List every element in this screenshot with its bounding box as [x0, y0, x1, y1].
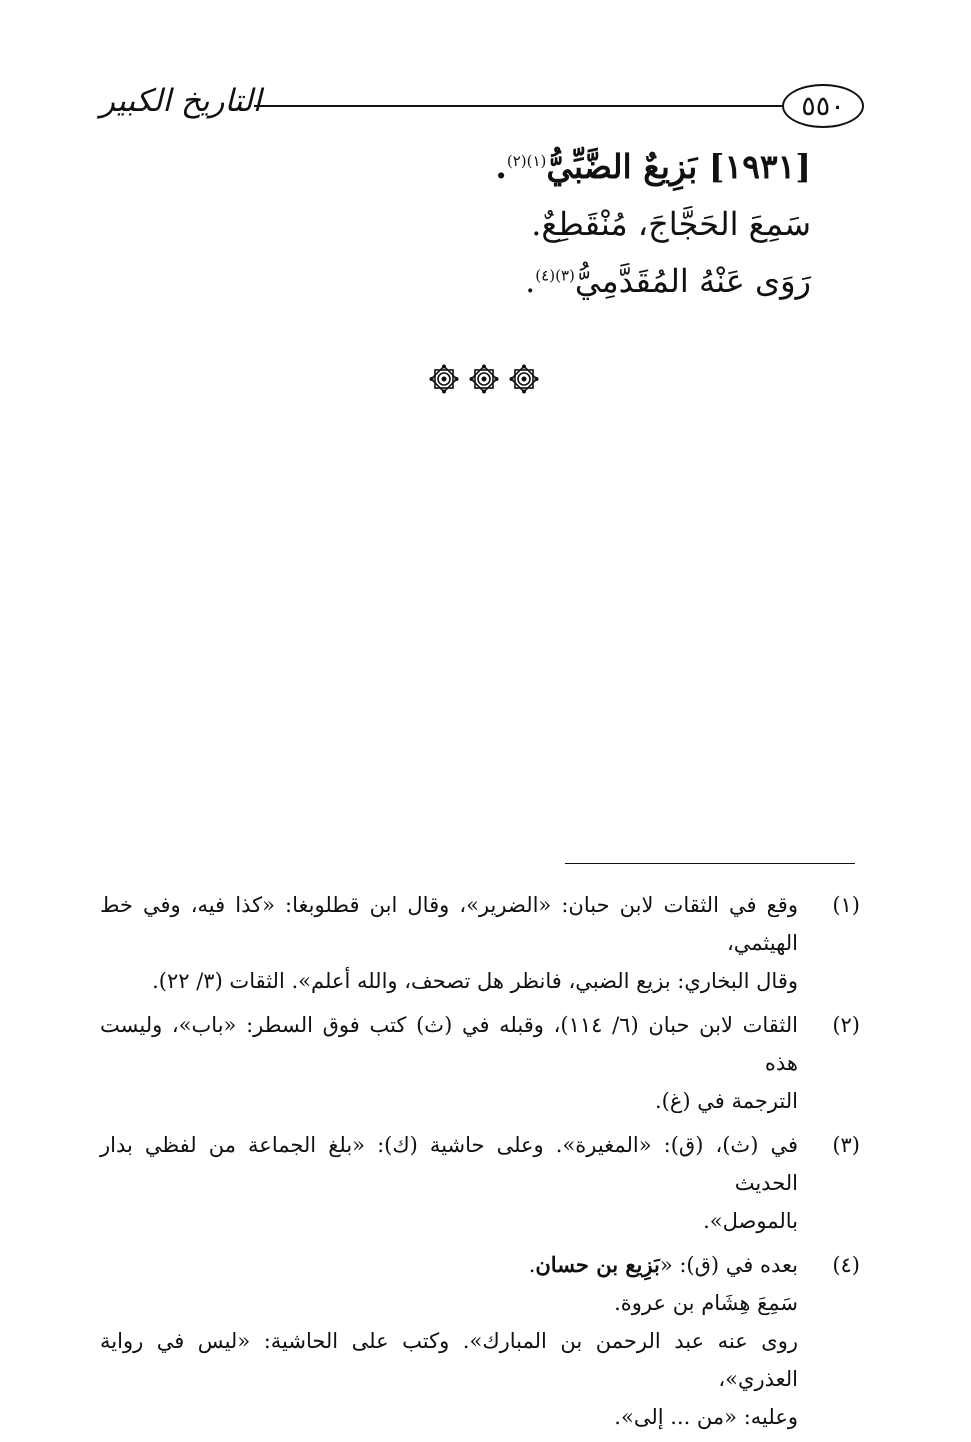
footnote-bold-name: بَزِيع بن حسان: [535, 1252, 660, 1277]
footnote-line: وقع في الثقات لابن حبان: «الضرير»، وقال ابن قطلوبغا: «كذا فيه، وفي خط الهيثمي،: [100, 893, 798, 955]
entry-bracket-close: ]: [708, 147, 725, 186]
star-flower-ornament-icon: [428, 363, 460, 395]
entry-heading-end: .: [495, 147, 507, 186]
entry-number: ١٩٣١: [724, 147, 796, 186]
footnote-2: [100, 1006, 860, 1120]
footnote-line: وقال البخاري: بزيع الضبي، فانظر هل تصحف، والله أعلم». الثقات (٣/ ٢٢).: [152, 969, 798, 993]
footnote-3: [100, 1126, 860, 1240]
entry-bracket-open: [: [795, 147, 811, 186]
footnote-number: (٢): [832, 1013, 860, 1037]
footnote-line: في (ث)، (ق): «المغيرة». وعلى حاشية (ك): «بلغ الجماعة من لفظي بدار الحديث: [100, 1133, 798, 1195]
footnote-1: [100, 886, 860, 1000]
footnotes: [100, 886, 860, 1442]
book-title: التاريخ الكبير: [100, 83, 262, 119]
footnote-line: سَمِعَ هِشَام بن عروة.: [614, 1291, 798, 1315]
entry-name: بَزِيعٌ الضَّبِّيُّ: [546, 147, 698, 186]
footnote-number: (٤): [832, 1253, 860, 1277]
entry-line-footnote-refs: (٣)(٤): [535, 266, 575, 285]
entry-line-narrated-text: رَوَى عَنْهُ المُقَدَّمِيُّ: [574, 262, 811, 300]
footnote-line: الترجمة في (غ).: [654, 1089, 798, 1113]
page-number: ٥٥٠: [782, 84, 864, 128]
footnote-text: بعده في (ق): «: [659, 1253, 798, 1277]
footnote-line: الثقات لابن حبان (٦/ ١١٤)، وقبله في (ث) كتب فوق السطر: «باب»، وليست هذه: [100, 1013, 798, 1075]
footnote-line: [100, 1246, 798, 1284]
footnote-number: (١): [832, 893, 860, 917]
section-divider-ornaments: [428, 362, 540, 396]
entry-footnote-refs: (١)(٢): [506, 152, 547, 170]
footnote-4: [100, 1246, 860, 1436]
header-rule: [254, 105, 784, 107]
entry-line-end: .: [525, 262, 536, 300]
star-flower-ornament-icon: [468, 363, 500, 395]
entry-line-heard: سَمِعَ الحَجَّاجَ، مُنْقَطِعٌ.: [531, 205, 811, 243]
star-flower-ornament-icon: [508, 363, 540, 395]
footnote-text: .: [528, 1253, 536, 1277]
entry-line-narrated: [171, 263, 811, 300]
footnote-number: (٣): [832, 1133, 860, 1157]
footnote-line: روى عنه عبد الرحمن بن المبارك». وكتب على الحاشية: «ليس في رواية العذري»،: [100, 1329, 798, 1391]
footnote-separator: [565, 863, 855, 864]
footnote-line: وعليه: «من ... إلى».: [614, 1405, 798, 1429]
entry-heading: [171, 148, 811, 186]
footnote-line: بالموصل».: [703, 1209, 798, 1233]
